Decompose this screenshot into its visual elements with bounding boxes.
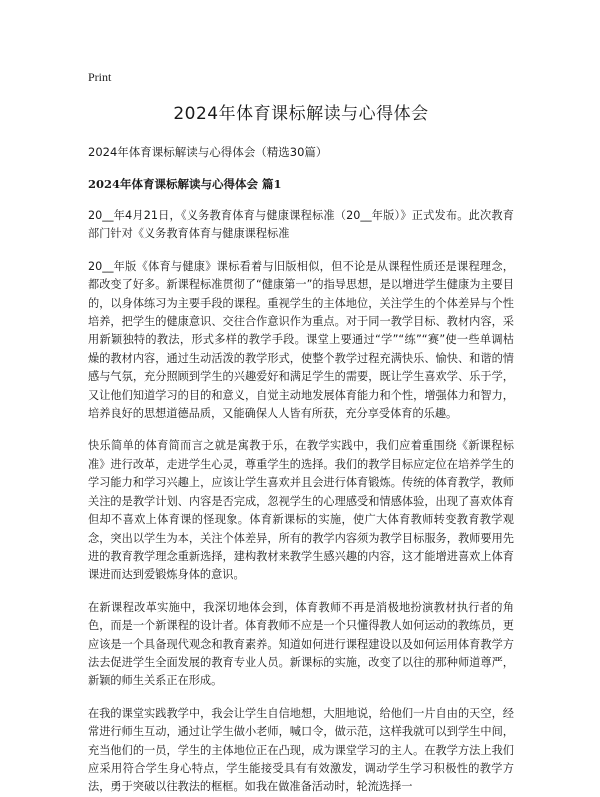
paragraph-5: 在我的课堂实践教学中，我会让学生自信地想，大胆地说，给他们一片自由的天空，经常进行师生互动，通过让学生做小老师，喊口令，做示范，这样我就可以到学生中间，充当他们的一员，学生的主体地位正在凸现，成为课堂学习的主人。在教学方法上我们应采用符合学生身心特点，学生能接受具有有效激发，调动学生学习积极性的教学方法，勇于突破以往教法的框框。如我在做准备活动时，轮流选择一 (88, 706, 514, 794)
document-subtitle: 2024年体育课标解读与心得体会（精选30篇） (88, 145, 328, 159)
paragraph-1: 20__年4月21日，《义务教育体育与健康课程标准（20__年版）》正式发布。此次教育部门针对《义务教育体育与健康课程标准 (88, 209, 514, 241)
document-title: 2024年体育课标解读与心得体会 (173, 104, 429, 124)
print-link[interactable]: Print (88, 70, 112, 84)
section-heading: 2024年体育课标解读与心得体会 篇1 (88, 177, 282, 191)
paragraph-4: 在新课程改革实施中，我深切地体会到，体育教师不再是消极地扮演教材执行者的角色，而是一个新课程的设计者。体育教师不应是一个只懂得教人如何运动的教练员，更应该是一个具备现代观念和教育素养。知道如何进行课程建设以及如何运用体育教学方法去促进学生全面发展的教育专业人员。新课标的实施，改变了以往的那种师道尊严，新颖的师生关系正在形成。 (88, 600, 514, 688)
paragraph-2: 20__年版《体育与健康》课标看着与旧版相似，但不论是从课程性质还是课程理念，都改变了好多。新课程标准贯彻了“健康第一”的指导思想，是以增进学生健康为主要目的，以身体练习为主要手段的课程。重视学生的主体地位，关注学生的个体差异与个性培养，把学生的健康意识、交往合作意识作为重点。对于同一教学目标、教材内容，采用新颖独特的教法，形式多样的教学手段。课堂上要通过“学”“练”“赛”使一些单调枯燥的教材内容，通过生动活泼的教学形式，使整个教学过程充满快乐、愉快、和谐的情感与气氛，充分照顾到学生的兴趣爱好和满足学生的需要，既让学生喜欢学、乐于学，又让他们知道学习的目的和意义，自觉主动地发展体育能力和个性，增强体力和智力，培养良好的思想道德品质，又能确保人人皆有所获，充分享受体育的乐趣。 (88, 259, 514, 421)
paragraph-3: 快乐简单的体育简而言之就是寓教于乐，在教学实践中，我们应着重围绕《新课程标准》进行改革，走进学生心灵，尊重学生的选择。我们的教学目标应定位在培养学生的学习能力和学习兴趣上，应该让学生喜欢并且会进行体育锻炼。传统的体育教学，教师关注的是教学计划、内容是否完成，忽视学生的心理感受和情感体验，出现了喜欢体育但却不喜欢上体育课的怪现象。体育新课标的实施，使广大体育教师转变教育教学观念，突出以学生为本，关注个体差异，所有的教学内容须为教学目标服务，教师要用先进的教育教学理念重新选择，建构教材来教学生感兴趣的内容，这才能增进喜欢上体育课进而达到爱锻炼身体的意识。 (88, 439, 514, 582)
